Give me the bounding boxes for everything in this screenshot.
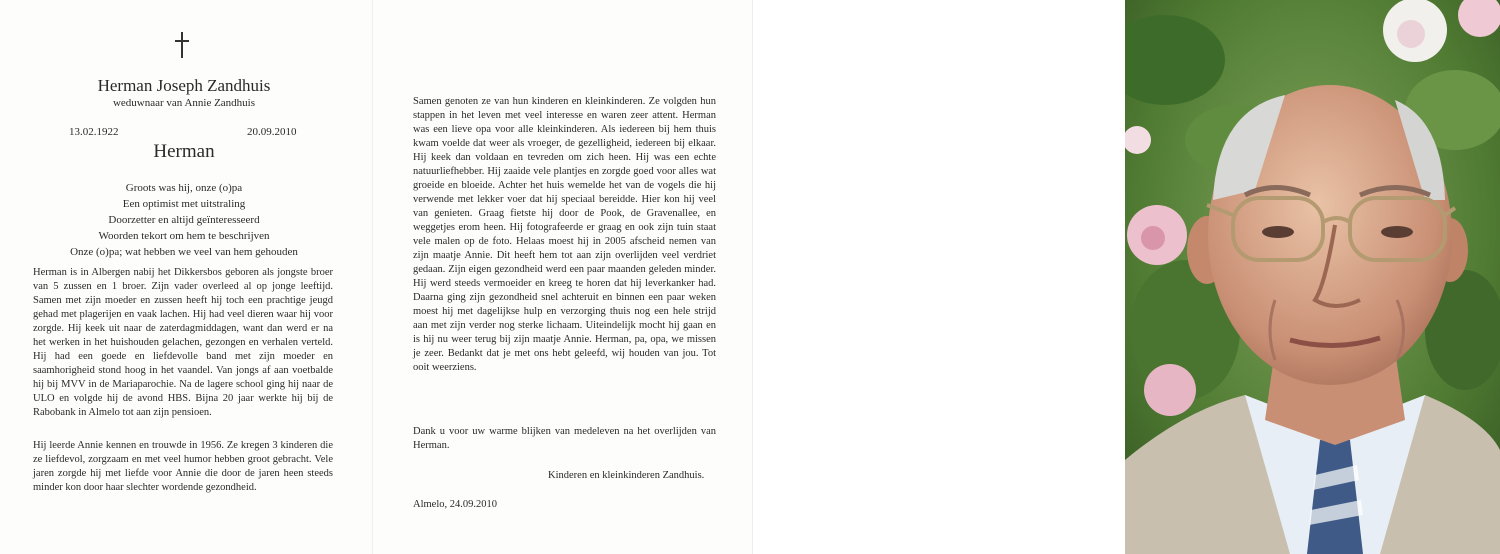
portrait-photo [1125,0,1500,554]
poem [40,180,328,260]
middle-panel [372,0,753,554]
blank-panel [752,0,1126,554]
birth-date: 13.02.1922 [69,126,119,138]
cross-icon [172,32,192,58]
deceased-name: Herman Joseph Zandhuis [97,76,271,95]
biography-paragraph: Hij leerde Annie kennen en trouwde in 1956. Ze kregen 3 kinderen die ze liefdevol, zorgzaam en met veel humor hebben groot gebracht. Vele jaren zorgde hij met liefde voor Annie die door de jaren heen steeds minder kon door haar slechter wordende gezondheid. [33,440,333,493]
thank-you-paragraph: Dank u voor uw warme blijken van medeleven na het overlijden van Herman. [413,426,716,451]
biography-paragraph: Herman is in Albergen nabij het Dikkersbos geboren als jongste broer van 5 zussen en 1 broer. Zijn vader overleed al op jonge leeftijd. Samen met zijn moeder en zussen heeft hij toch een prachtige jeugd gehad met plagerijen en vaak lachen. Hij had veel dieren waar hij voor zorgde. Hij keek uit naar de zaterdagmiddagen, want dan werd er na het werken in het huishouden gelachen, gezongen en verhalen verteld. Hij had een goede en liefdevolle band met zijn moeder en saamhorigheid stond hoog in het vaandel. Van jongs af aan voetbalde hij bij MVV in de Mariaparochie. Na de lagere school ging hij naar de ULO en volgde hij de avond HBS. Bijna 20 jaar werkte hij bij de Rabobank in Almelo tot aan zijn pensioen. [33,267,333,418]
called-name: Herman [153,141,215,162]
widow-line: weduwnaar van Annie Zandhuis [112,97,256,109]
left-panel [0,0,372,554]
place-date: Almelo, 24.09.2010 [413,499,497,510]
life-story-paragraph: Samen genoten ze van hun kinderen en kleinkinderen. Ze volgden hun stappen in het leven met veel interesse en waren zeer attent. Herman was een lieve opa voor alle kleinkinderen. Als iedereen bij hem thuis kwam voelde dat weer als vroeger, de gezelligheid, iedereen bij elkaar. Hij keek dan voldaan en tevreden om zich heen. Hij was een echte natuurliefhebber. Hij zaaide vele plantjes en zorgde goed voor alles wat groeide en bloeide. Achter het huis wemelde het van de vogels die hij verwende met lekker voer dat hij speciaal bereidde. Hier kon hij veel van genieten. Graag fietste hij door de Pook, de Gravenallee, en weggetjes erom heen. Hij fotografeerde er graag en ook zijn tuin staat vele malen op de foto. Helaas moest hij in 2005 afscheid nemen van zijn maatje Annie. Dit heeft hem tot aan zijn overlijden veel verdriet gedaan. Zijn eigen gezondheid werd een paar maanden geleden minder. Hij werd steeds vermoeider en kreeg te horen dat hij leverkanker had. Daarna ging zijn gezondheid snel achteruit en binnen een paar weken moest hij met dagelijkse hulp en verzorging thuis nog een hele strijd aan met zijn verder nog sterke lichaam. Uiteindelijk mocht hij gaan en is hij nu weer terug bij zijn maatje Annie. Herman, pa, opa, we missen je zeer. Bedankt dat je met ons hebt geleefd, wij houden van jou. Tot ooit weerziens. [413,96,716,373]
poem-line: Groots was hij, onze (o)pa [125,182,243,194]
signature: Kinderen en kleinkinderen Zandhuis. [548,470,705,481]
poem-line: Een optimist met uitstraling [122,198,246,210]
portrait-illustration [1125,0,1500,554]
poem-line: Woorden tekort om hem te beschrijven [98,230,270,242]
poem-line: Onze (o)pa; wat hebben we veel van hem gehouden [70,246,298,258]
poem-line: Doorzetter en altijd geïnteresseerd [108,214,260,226]
death-date: 20.09.2010 [247,126,297,138]
